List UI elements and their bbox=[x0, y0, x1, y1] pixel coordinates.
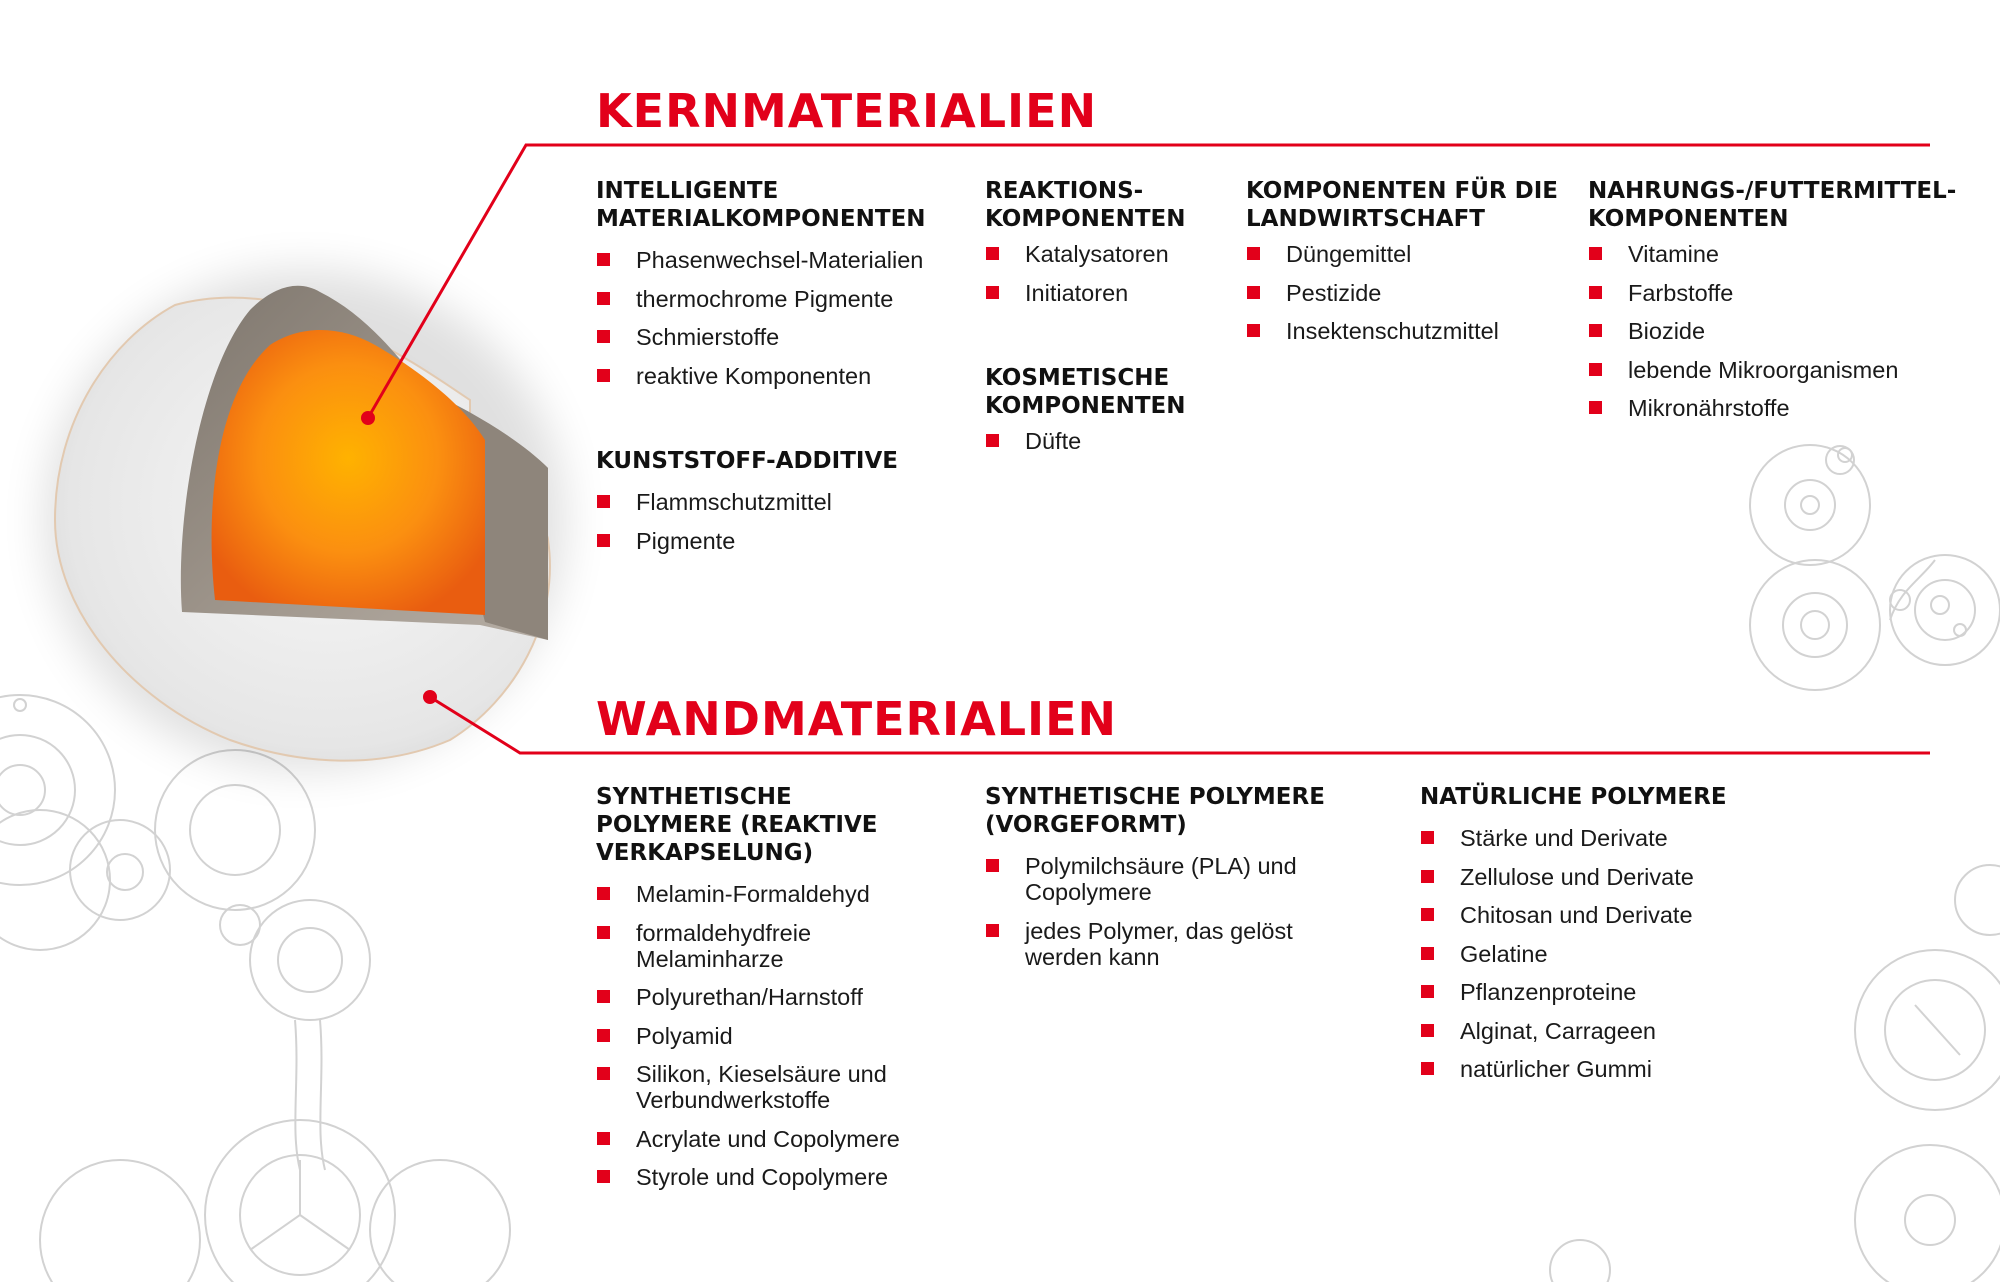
group-title: NATÜRLICHE POLYMERE bbox=[1420, 784, 1727, 810]
list-item: reaktive Komponenten bbox=[596, 363, 956, 389]
list-item: Melamin-Formaldehyd bbox=[596, 881, 956, 907]
list-item: Pigmente bbox=[596, 528, 956, 554]
list-item: Alginat, Carrageen bbox=[1420, 1018, 1800, 1044]
wand-connector-dot bbox=[423, 690, 437, 704]
kern-group-intelligent bbox=[596, 177, 956, 401]
item-list bbox=[985, 428, 1225, 454]
group-title: NAHRUNGS-/FUTTERMITTEL- KOMPONENTEN bbox=[1588, 178, 1957, 232]
item-list bbox=[1420, 825, 1800, 1082]
wand-group-synthetisch-reaktiv bbox=[596, 783, 956, 1203]
list-item: Schmierstoffe bbox=[596, 324, 956, 350]
list-item: formaldehydfreie Melaminharze bbox=[596, 920, 956, 972]
kern-group-reaktion bbox=[985, 177, 1225, 318]
list-item: Initiatoren bbox=[985, 280, 1225, 306]
group-title: KOSMETISCHE KOMPONENTEN bbox=[985, 365, 1186, 419]
list-item: lebende Mikroorganismen bbox=[1588, 357, 1958, 383]
wand-group-synthetisch-vorgeformt bbox=[985, 783, 1365, 982]
list-item: Pestizide bbox=[1246, 280, 1566, 306]
list-item: Gelatine bbox=[1420, 941, 1800, 967]
list-item: Polyamid bbox=[596, 1023, 956, 1049]
list-item: Vitamine bbox=[1588, 241, 1958, 267]
kern-connector-dot bbox=[361, 411, 375, 425]
item-list bbox=[1588, 241, 1958, 421]
list-item: Düfte bbox=[985, 428, 1225, 454]
list-item: Polymilchsäure (PLA) und Copolymere bbox=[985, 853, 1365, 905]
list-item: natürlicher Gummi bbox=[1420, 1056, 1800, 1082]
decorative-cells-left bbox=[0, 695, 510, 1282]
item-list bbox=[985, 853, 1365, 970]
list-item: Pflanzenproteine bbox=[1420, 979, 1800, 1005]
list-item: Flammschutzmittel bbox=[596, 489, 956, 515]
list-item: Chitosan und Derivate bbox=[1420, 902, 1800, 928]
list-item: Biozide bbox=[1588, 318, 1958, 344]
group-title: SYNTHETISCHE POLYMERE (REAKTIVE VERKAPSELUNG) bbox=[596, 784, 878, 866]
list-item: thermochrome Pigmente bbox=[596, 286, 956, 312]
item-list bbox=[596, 881, 956, 1190]
item-list bbox=[985, 241, 1225, 306]
wand-group-natuerlich bbox=[1420, 783, 1800, 1095]
list-item: jedes Polymer, das gelöst werden kann bbox=[985, 918, 1365, 970]
kern-group-landwirtschaft bbox=[1246, 177, 1566, 357]
kern-group-nahrung bbox=[1588, 177, 1958, 434]
list-item: Styrole und Copolymere bbox=[596, 1164, 956, 1190]
group-title: KUNSTSTOFF-ADDITIVE bbox=[596, 448, 898, 474]
wandmaterialien-title: WANDMATERIALIEN bbox=[596, 692, 1118, 746]
list-item: Acrylate und Copolymere bbox=[596, 1126, 956, 1152]
list-item: Stärke und Derivate bbox=[1420, 825, 1800, 851]
group-title: REAKTIONS- KOMPONENTEN bbox=[985, 178, 1186, 232]
list-item: Düngemittel bbox=[1246, 241, 1566, 267]
list-item: Mikronährstoffe bbox=[1588, 395, 1958, 421]
kernmaterialien-title: KERNMATERIALIEN bbox=[596, 84, 1098, 138]
list-item: Katalysatoren bbox=[985, 241, 1225, 267]
list-item: Zellulose und Derivate bbox=[1420, 864, 1800, 890]
group-title: SYNTHETISCHE POLYMERE (VORGEFORMT) bbox=[985, 784, 1325, 838]
group-title: KOMPONENTEN FÜR DIE LANDWIRTSCHAFT bbox=[1246, 178, 1558, 232]
list-item: Silikon, Kieselsäure und Verbundwerkstoffe bbox=[596, 1061, 956, 1113]
kern-group-kosmetisch bbox=[985, 364, 1225, 467]
item-list bbox=[596, 489, 956, 554]
list-item: Polyurethan/Harnstoff bbox=[596, 984, 956, 1010]
item-list bbox=[596, 247, 956, 389]
list-item: Insektenschutzmittel bbox=[1246, 318, 1566, 344]
kern-group-kunststoff bbox=[596, 447, 956, 566]
list-item: Phasenwechsel-Materialien bbox=[596, 247, 956, 273]
item-list bbox=[1246, 241, 1566, 344]
group-title: INTELLIGENTE MATERIALKOMPONENTEN bbox=[596, 178, 926, 232]
list-item: Farbstoffe bbox=[1588, 280, 1958, 306]
